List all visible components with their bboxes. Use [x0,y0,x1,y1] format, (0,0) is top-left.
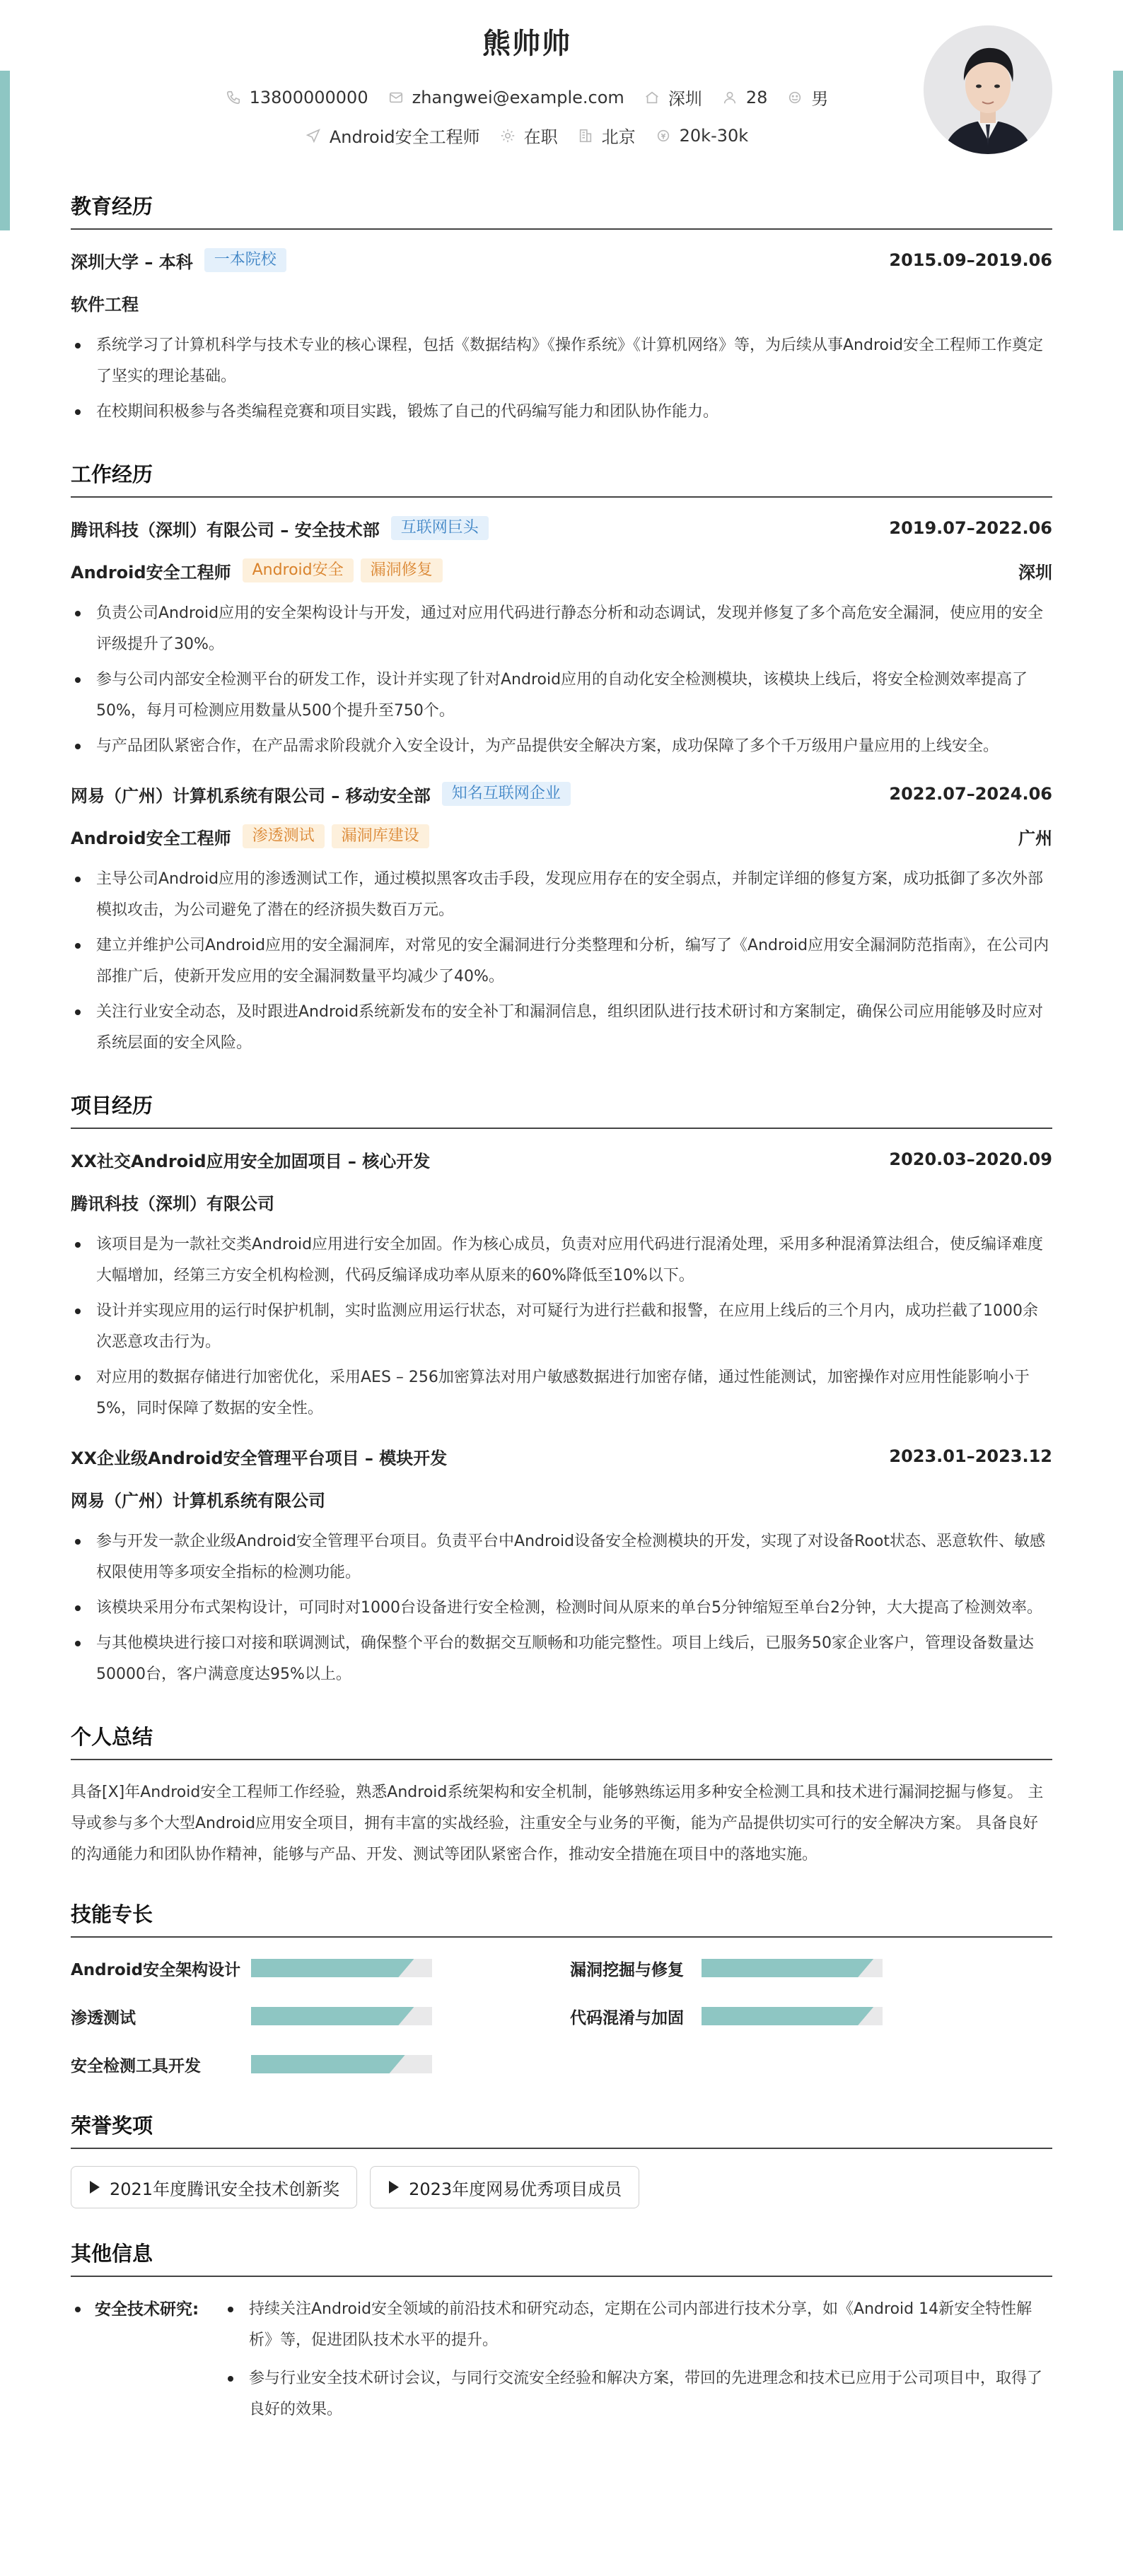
role-tag: Android安全 [243,558,354,582]
list-item: 该项目是为一款社交类Android应用进行安全加固。作为核心成员，负责对应用代码进行混淆处理，采用多种混淆算法组合，使反编译难度大幅增加，经第三方安全机构检测，代码反编译成功率从原来的60%降低至10%以下。 [71,1229,1052,1292]
gender-item [787,85,828,110]
awards-title: 荣誉奖项 [71,2110,1052,2149]
project-name: XX企业级Android安全管理平台项目 – 模块开发 [71,1448,448,1468]
award-label: 2023年度网易优秀项目成员 [409,2179,622,2199]
projects-title: 项目经历 [71,1090,1052,1129]
project-org-row [71,1485,1052,1512]
skill-item [71,1955,570,1981]
list-item: 关注行业安全动态，及时跟进Android系统新发布的安全补丁和漏洞信息，组织团队进行技术研讨和方案制定，确保公司应用能够及时应对系统层面的安全风险。 [71,997,1052,1059]
other-list [223,2294,1051,2432]
skill-bar-fill [702,2007,873,2025]
work-entry-head [71,780,1052,807]
play-triangle-icon [389,2181,399,2194]
awards-section [71,2110,1052,2208]
status-item [500,123,558,148]
work-role: Android安全工程师 [71,828,231,848]
project-org-row [71,1188,1052,1215]
work-entry-left [71,782,571,807]
salary-item [656,126,749,146]
list-item: 与产品团队紧密合作，在产品需求阶段就介入安全设计，为产品提供安全解决方案，成功保障了多个千万级用户量应用的上线安全。 [71,731,1052,762]
list-item: 参与公司内部安全检测平台的研发工作，设计并实现了针对Android应用的自动化安全检测模块，该模块上线后，将安全检测效率提高了50%，每月可检测应用数量从500个提升至750个。 [71,665,1052,727]
skill-item [71,2003,570,2030]
skill-bar-fill [251,2007,414,2025]
accent-bar-right [1113,71,1123,230]
education-major-row [71,289,1052,316]
job-intent-row [71,123,983,148]
person-icon [722,90,738,105]
project-bullets [71,1526,1052,1690]
list-item: 持续关注Android安全领域的前沿技术和研究动态，定期在公司内部进行技术分享，如《Android 14新安全特性解析》等，促进团队技术水平的提升。 [223,2294,1051,2356]
other-row [71,2294,1052,2432]
target-city-item [578,123,636,148]
project-entry [71,1443,1052,1690]
skill-name: 渗透测试 [71,2008,136,2027]
skill-name: 漏洞挖掘与修复 [570,1960,684,1979]
skill-bar-track [251,2007,432,2025]
list-item: 参与开发一款企业级Android安全管理平台项目。负责平台中Android设备安全检测模块的开发，实现了对设备Root状态、恶意软件、敏感权限使用等多项安全指标的检测功能。 [71,1526,1052,1588]
list-item: 主导公司Android应用的渗透测试工作，通过模拟黑客攻击手段，发现应用存在的安全弱点，并制定详细的修复方案，成功抵御了多次外部模拟攻击，为公司避免了潜在的经济损失数百万元。 [71,864,1052,926]
play-triangle-icon [90,2181,100,2194]
awards-list [71,2166,1052,2208]
list-item: 对应用的数据存储进行加密优化，采用AES – 256加密算法对用户敏感数据进行加密存储，通过性能测试，加密操作对应用性能影响小于5%，同时保障了数据的安全性。 [71,1362,1052,1424]
work-period: 2022.07–2024.06 [889,784,1052,804]
other-label: 安全技术研究: [71,2294,223,2432]
skills-grid [71,1955,1052,2078]
education-entry-head [71,247,1052,274]
gear-icon [500,128,516,144]
candidate-name: 熊帅帅 [482,28,571,60]
skill-item [71,2051,570,2078]
other-title: 其他信息 [71,2238,1052,2277]
age-text: 28 [745,87,768,107]
skill-item [570,1955,994,1981]
project-entry-head [71,1443,1052,1470]
skill-bar-fill [702,1959,873,1977]
mail-icon [388,90,404,105]
work-role: Android安全工程师 [71,562,231,582]
work-role-row [71,823,1052,850]
work-role-row [71,557,1052,584]
role-tag: 渗透测试 [243,824,325,848]
projects-section [71,1090,1052,1690]
skill-name: Android安全架构设计 [71,1960,241,1979]
list-item: 建立并维护公司Android应用的安全漏洞库，对常见的安全漏洞进行分类整理和分析，编写了《Android应用安全漏洞防范指南》，在公司内部推广后，使新开发应用的安全漏洞数量平均减少了40%。 [71,930,1052,993]
phone-icon [226,90,241,105]
other-section [71,2238,1052,2432]
list-item: 参与行业安全技术研讨会议，与同行交流安全经验和解决方案，带回的先进理念和技术已应用于公司项目中，取得了良好的效果。 [223,2363,1051,2425]
project-org: 网易（广州）计算机系统有限公司 [71,1490,325,1511]
education-entry-left [71,248,286,273]
send-icon [306,128,321,144]
project-period: 2020.03–2020.09 [889,1149,1052,1169]
target-city-text: 北京 [601,127,636,147]
list-item: 在校期间积极参与各类编程竞赛和项目实践，锻炼了自己的代码编写能力和团队协作能力。 [71,397,1052,428]
coin-icon [656,128,671,144]
work-entry [71,780,1052,1059]
skill-bar-fill [251,2055,405,2073]
building-icon [578,128,593,144]
email-item [388,88,624,107]
work-location: 深圳 [1018,562,1052,582]
city-item [644,85,702,110]
summary-section [71,1721,1052,1870]
work-section [71,459,1052,1059]
education-bullets [71,330,1052,428]
skill-item [570,2003,994,2030]
skill-name: 代码混淆与加固 [570,2008,684,2027]
salary-text: 20k-30k [679,125,749,146]
phone-item [226,88,368,107]
company-tag: 知名互联网企业 [442,782,571,806]
work-location: 广州 [1018,828,1052,848]
company-tag: 互联网巨头 [391,516,489,540]
work-bullets [71,598,1052,762]
education-period: 2015.09–2019.06 [889,250,1052,270]
company-name: 网易（广州）计算机系统有限公司 – 移动安全部 [71,785,431,806]
summary-title: 个人总结 [71,1721,1052,1760]
project-name: XX社交Android应用安全加固项目 – 核心开发 [71,1151,431,1171]
status-text: 在职 [523,127,558,147]
work-role-left [71,558,443,583]
project-bullets [71,1229,1052,1424]
role-tag: 漏洞修复 [361,558,443,582]
skill-bar-track [702,1959,883,1977]
work-role-left [71,824,429,849]
school-name: 深圳大学 – 本科 [71,252,193,272]
summary-text: 具备[X]年Android安全工程师工作经验，熟悉Android系统架构和安全机制，能够熟练运用多种安全检测工具和技术进行漏洞挖掘与修复。 主导或参与多个大型Android应用安全项目，拥有丰富的实战经验，注重安全与业务的平衡，能为产品提供切实可行的安全解决方案。 具备良好的沟通能力和团队协作精神，能够与产品、开发、测试等团队紧密合作，推动安全措施在项目中的落地实施。 [71,1784,1044,1863]
avatar [924,25,1052,154]
position-text: Android安全工程师 [329,127,480,147]
skills-section [71,1899,1052,2078]
education-section [71,191,1052,428]
skill-name: 安全检测工具开发 [71,2056,201,2076]
home-icon [644,90,660,105]
education-entry [71,247,1052,428]
project-org: 腾讯科技（深圳）有限公司 [71,1193,274,1214]
phone-text: 13800000000 [249,87,368,107]
email-text: zhangwei@example.com [412,87,624,107]
gender-icon [787,90,803,105]
work-entry [71,515,1052,762]
work-bullets [71,864,1052,1059]
school-tag: 一本院校 [204,248,286,272]
skill-bar-track [702,2007,883,2025]
list-item: 设计并实现应用的运行时保护机制，实时监测应用运行状态，对可疑行为进行拦截和报警，在应用上线后的三个月内，成功拦截了1000余次恶意攻击行为。 [71,1296,1052,1358]
list-item: 与其他模块进行接口对接和联调测试，确保整个平台的数据交互顺畅和功能完整性。项目上线后，已服务50家企业客户，管理设备数量达50000台，客户满意度达95%以上。 [71,1628,1052,1690]
skill-bar-track [251,1959,432,1977]
work-entry-left [71,516,489,541]
award-chip[interactable] [370,2166,639,2208]
contact-row [71,85,983,110]
resume-header [71,0,1052,191]
position-item [306,123,480,148]
award-label: 2021年度腾讯安全技术创新奖 [110,2179,340,2199]
work-entry-head [71,515,1052,541]
project-entry-head [71,1146,1052,1173]
skills-title: 技能专长 [71,1899,1052,1938]
work-period: 2019.07–2022.06 [889,518,1052,538]
award-chip[interactable] [71,2166,357,2208]
work-title: 工作经历 [71,459,1052,498]
gender-text: 男 [811,89,829,109]
list-item: 负责公司Android应用的安全架构设计与开发，通过对应用代码进行静态分析和动态调试，发现并修复了多个高危安全漏洞，使应用的安全评级提升了30%。 [71,598,1052,660]
education-major: 软件工程 [71,294,139,315]
accent-bar-left [0,71,10,230]
education-title: 教育经历 [71,191,1052,230]
skill-bar-fill [251,1959,414,1977]
project-entry [71,1146,1052,1424]
list-item: 系统学习了计算机科学与技术专业的核心课程，包括《数据结构》《操作系统》《计算机网络》等，为后续从事Android安全工程师工作奠定了坚实的理论基础。 [71,330,1052,392]
company-name: 腾讯科技（深圳）有限公司 – 安全技术部 [71,520,380,540]
resume-page [71,0,1052,2432]
project-period: 2023.01–2023.12 [889,1446,1052,1466]
role-tag: 漏洞库建设 [332,824,429,848]
skill-bar-track [251,2055,432,2073]
age-item [722,88,768,107]
city-text: 深圳 [668,89,702,109]
list-item: 该模块采用分布式架构设计，可同时对1000台设备进行安全检测，检测时间从原来的单台5分钟缩短至单台2分钟，大大提高了检测效率。 [71,1593,1052,1624]
avatar-portrait [924,25,1052,154]
